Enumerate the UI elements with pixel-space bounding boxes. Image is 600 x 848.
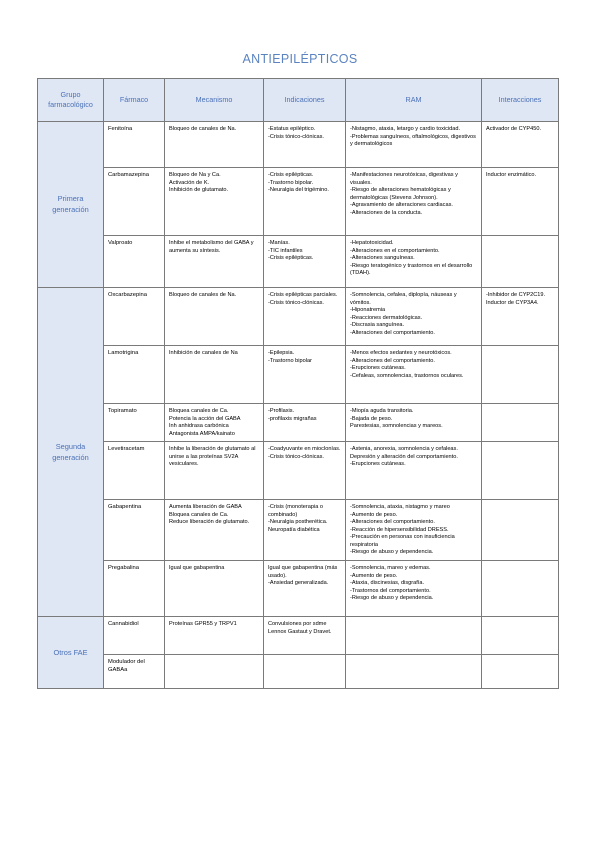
mecanismo-line: Reduce liberación de glutamato. <box>169 519 250 526</box>
table-row <box>38 168 559 236</box>
mecanismo-line: Bloquea canales de Ca. <box>169 408 229 414</box>
ram-line: -Alteraciones en el comportamiento. <box>350 247 440 254</box>
mecanismo-cell <box>165 346 264 404</box>
mecanismo-line: Inhibición de canales de Na <box>169 350 238 356</box>
indicaciones-cell <box>264 236 346 288</box>
antiepileptics-table <box>37 78 559 689</box>
ram-cell <box>346 442 482 500</box>
drug-name: Lamotrigina <box>104 346 165 404</box>
indicaciones-line: Igual que gabapentina (más usado). <box>268 565 338 579</box>
indicaciones-line: -Neuralgia postherética. <box>268 519 328 526</box>
ram-cell <box>346 617 482 655</box>
mecanismo-line: Bloquea canales de Ca. <box>169 511 229 518</box>
header-grupo: Grupo farmacológico <box>38 79 104 122</box>
interacciones-cell <box>482 346 559 404</box>
mecanismo-line: Inh anhidrasa carbónica <box>169 423 229 430</box>
interacciones-cell <box>482 655 559 689</box>
ram-line: -Agravamiento de alteraciones cardiacas. <box>350 202 453 209</box>
indicaciones-line: -Crisis tónico-clónicas. <box>268 299 324 306</box>
indicaciones-line: -Trastorno bipolar. <box>268 179 314 186</box>
indicaciones-line: -Manías. <box>268 240 290 246</box>
group-cell: Primera generación <box>38 122 104 288</box>
interacciones-line: -Inhibidor de CYP2C19. <box>486 292 546 298</box>
mecanismo-cell <box>165 500 264 561</box>
ram-line: -Ataxia, discinesias, disgrafía. <box>350 580 424 587</box>
mecanismo-line: Bloqueo de canales de Na. <box>169 126 237 132</box>
indicaciones-line: -profilaxis migrañas <box>268 415 317 422</box>
indicaciones-line: -Crisis epilépticas. <box>268 255 314 262</box>
mecanismo-line: Potencia la acción del GABA <box>169 415 241 422</box>
ram-line: -Hiponatremia <box>350 307 386 314</box>
ram-line: -Reacciones dermatológicas. <box>350 314 423 321</box>
mecanismo-cell <box>165 617 264 655</box>
drug-name: Cannabidiol <box>104 617 165 655</box>
indicaciones-line: -Profilaxis. <box>268 408 295 414</box>
drug-name: Valproato <box>104 236 165 288</box>
table-row <box>38 655 559 689</box>
header-interacciones: Interacciones <box>482 79 559 122</box>
table-row <box>38 617 559 655</box>
ram-cell <box>346 346 482 404</box>
interacciones-cell <box>482 561 559 617</box>
ram-line: -Bajada de peso. <box>350 415 393 422</box>
ram-line: -Riesgo de abuso y dependencia. <box>350 595 434 602</box>
table-row <box>38 561 559 617</box>
ram-line: -Alteraciones del comportamiento. <box>350 357 435 364</box>
indicaciones-line: -Coadyuvante en mioclonías. <box>268 446 341 453</box>
ram-line: -Astenia, anorexia, somnolencia y cefaleas. <box>350 446 458 453</box>
indicaciones-line: -Crisis tónico-clónicas. <box>268 453 324 460</box>
indicaciones-line: -Ansiedad generalizada. <box>268 580 329 587</box>
group-cell: Segunda generación <box>38 288 104 617</box>
mecanismo-cell <box>165 122 264 168</box>
ram-line: -Riesgo teratogénico y trastornos en el desarrollo (TDAH). <box>350 262 473 277</box>
mecanismo-cell <box>165 168 264 236</box>
indicaciones-cell <box>264 288 346 346</box>
ram-line: -Problemas sanguíneos, oftalmológicos, digestivos y dermatológicos <box>350 133 476 148</box>
interacciones-line: Inductor de CYP3A4. <box>486 299 539 306</box>
indicaciones-cell <box>264 617 346 655</box>
mecanismo-line: Igual que gabapentina <box>169 565 225 572</box>
ram-line: -Aumento de peso. <box>350 511 398 518</box>
page-title: ANTIEPILÉPTICOS <box>242 52 358 66</box>
interacciones-cell <box>482 122 559 168</box>
ram-line: -Erupciones cutáneas. <box>350 365 406 372</box>
mecanismo-cell <box>165 236 264 288</box>
ram-cell <box>346 236 482 288</box>
table-row <box>38 236 559 288</box>
drug-name: Fenitoína <box>104 122 165 168</box>
table-row <box>38 288 559 346</box>
mecanismo-line: Inhibe el metabolismo del GABA y aumenta su síntesis. <box>169 240 254 254</box>
ram-line: -Somnolencia, mareo y edemas. <box>350 565 431 572</box>
mecanismo-cell <box>165 561 264 617</box>
indicaciones-cell <box>264 442 346 500</box>
indicaciones-cell <box>264 655 346 689</box>
ram-line: Depresión y alteración del comportamiento. <box>350 453 458 460</box>
indicaciones-line: -Crisis epilépticas parciales. <box>268 292 338 298</box>
mecanismo-line: Bloqueo de Na y Ca. <box>169 172 221 178</box>
mecanismo-line: Inhibición de glutamato. <box>169 187 229 194</box>
ram-line: -Miopía aguda transitoria. <box>350 408 414 414</box>
indicaciones-cell <box>264 122 346 168</box>
interacciones-cell <box>482 442 559 500</box>
indicaciones-line: -Epilepsia. <box>268 350 295 356</box>
ram-line: -Riesgo de abuso y dependencia. <box>350 549 434 556</box>
header-row <box>38 79 559 122</box>
ram-cell <box>346 122 482 168</box>
interacciones-cell <box>482 288 559 346</box>
indicaciones-cell <box>264 346 346 404</box>
table-row <box>38 442 559 500</box>
interacciones-cell <box>482 500 559 561</box>
table-row <box>38 404 559 442</box>
mecanismo-cell <box>165 288 264 346</box>
mecanismo-line: Proteínas GPR55 y TRPV1 <box>169 621 237 628</box>
mecanismo-cell <box>165 655 264 689</box>
indicaciones-cell <box>264 168 346 236</box>
ram-line: -Somnolencia, ataxia, nistagmo y mareo <box>350 504 450 511</box>
ram-line: -Trastornos del comportamiento. <box>350 587 431 594</box>
indicaciones-line: -Crisis (monoterapia o combinado) <box>268 504 324 518</box>
indicaciones-line: Convulsiones por sdme Lennox Gastaut y Dravet. <box>268 621 332 635</box>
ram-line: -Manifestaciones neurotóxicas, digestivas y visuales. <box>350 172 458 186</box>
ram-cell <box>346 561 482 617</box>
ram-line: -Aumento de peso. <box>350 572 398 579</box>
interacciones-cell <box>482 168 559 236</box>
interacciones-cell <box>482 404 559 442</box>
mecanismo-cell <box>165 442 264 500</box>
ram-line: -Discrasia sanguínea. <box>350 322 405 329</box>
drug-name: Pregabalina <box>104 561 165 617</box>
header-farmaco: Fármaco <box>104 79 165 122</box>
mecanismo-line: Antagonista AMPA/kainato <box>169 430 235 437</box>
group-cell: Otros FAE <box>38 617 104 689</box>
header-mecanismo: Mecanismo <box>165 79 264 122</box>
interacciones-cell <box>482 617 559 655</box>
header-ram: RAM <box>346 79 482 122</box>
drug-name: Gabapentina <box>104 500 165 561</box>
interacciones-cell <box>482 236 559 288</box>
drug-name: Carbamazepina <box>104 168 165 236</box>
indicaciones-cell <box>264 500 346 561</box>
indicaciones-line: Neuropatía diabética <box>268 526 320 533</box>
mecanismo-line: Aumenta liberación de GABA <box>169 504 242 511</box>
ram-cell <box>346 500 482 561</box>
ram-line: -Nistagmo, ataxia, letargo y cardio toxicidad. <box>350 126 461 132</box>
mecanismo-line: Inhibe la liberación de glutamato al unirse a las proteínas SV2A vesiculares. <box>169 446 256 468</box>
ram-line: -Erupciones cutáneas. <box>350 461 406 468</box>
ram-line: -Alteraciones del comportamiento. <box>350 519 435 526</box>
indicaciones-line: -Trastorno bipolar <box>268 357 312 364</box>
mecanismo-cell <box>165 404 264 442</box>
ram-line: Parestesias, somnolencias y mareos. <box>350 423 443 430</box>
ram-line: -Alteraciones de la conducta. <box>350 209 423 216</box>
header-indicaciones: Indicaciones <box>264 79 346 122</box>
indicaciones-cell <box>264 561 346 617</box>
ram-cell <box>346 288 482 346</box>
indicaciones-line: -Estatus epiléptico. <box>268 126 316 132</box>
ram-line: -Somnolencia, cefalea, diplopía, náuseas y vómitos. <box>350 292 457 306</box>
ram-line: -Reacción de hipersensibilidad DRESS. <box>350 526 449 533</box>
table-row <box>38 122 559 168</box>
indicaciones-line: -Crisis epilépticas. <box>268 172 314 178</box>
ram-line: -Cefaleas, somnolencias, trastornos oculares. <box>350 372 464 379</box>
ram-cell <box>346 655 482 689</box>
mecanismo-line: Bloqueo de canales de Na. <box>169 292 237 298</box>
ram-line: -Precaución en personas con insuficiencia respiratoria <box>350 534 455 548</box>
drug-name: Oxcarbazepina <box>104 288 165 346</box>
ram-line: -Hepatotoxicidad. <box>350 240 394 246</box>
ram-cell <box>346 404 482 442</box>
table-row <box>38 346 559 404</box>
interacciones-line: Inductor enzimático. <box>486 172 537 178</box>
interacciones-line: Activador de CYP450. <box>486 126 542 132</box>
mecanismo-line: Activación de K. <box>169 179 210 186</box>
ram-line: -Menos efectos sedantes y neurotóxicos. <box>350 350 452 356</box>
ram-cell <box>346 168 482 236</box>
indicaciones-line: -TIC infantiles <box>268 247 303 254</box>
ram-line: -Alteraciones sanguíneas. <box>350 255 415 262</box>
table-row <box>38 500 559 561</box>
ram-line: -Riesgo de alteraciones hematológicas y dermatológicas (Stevens Johnson). <box>350 187 451 201</box>
drug-name: Levetiracetam <box>104 442 165 500</box>
indicaciones-cell <box>264 404 346 442</box>
ram-line: -Alteraciones del comportamiento. <box>350 329 435 336</box>
drug-name: Modulador del GABAa <box>104 655 165 689</box>
indicaciones-line: -Neuralgia del trigémino. <box>268 187 329 194</box>
indicaciones-line: -Crisis tónico-clónicas. <box>268 133 324 140</box>
drug-name: Topiramato <box>104 404 165 442</box>
